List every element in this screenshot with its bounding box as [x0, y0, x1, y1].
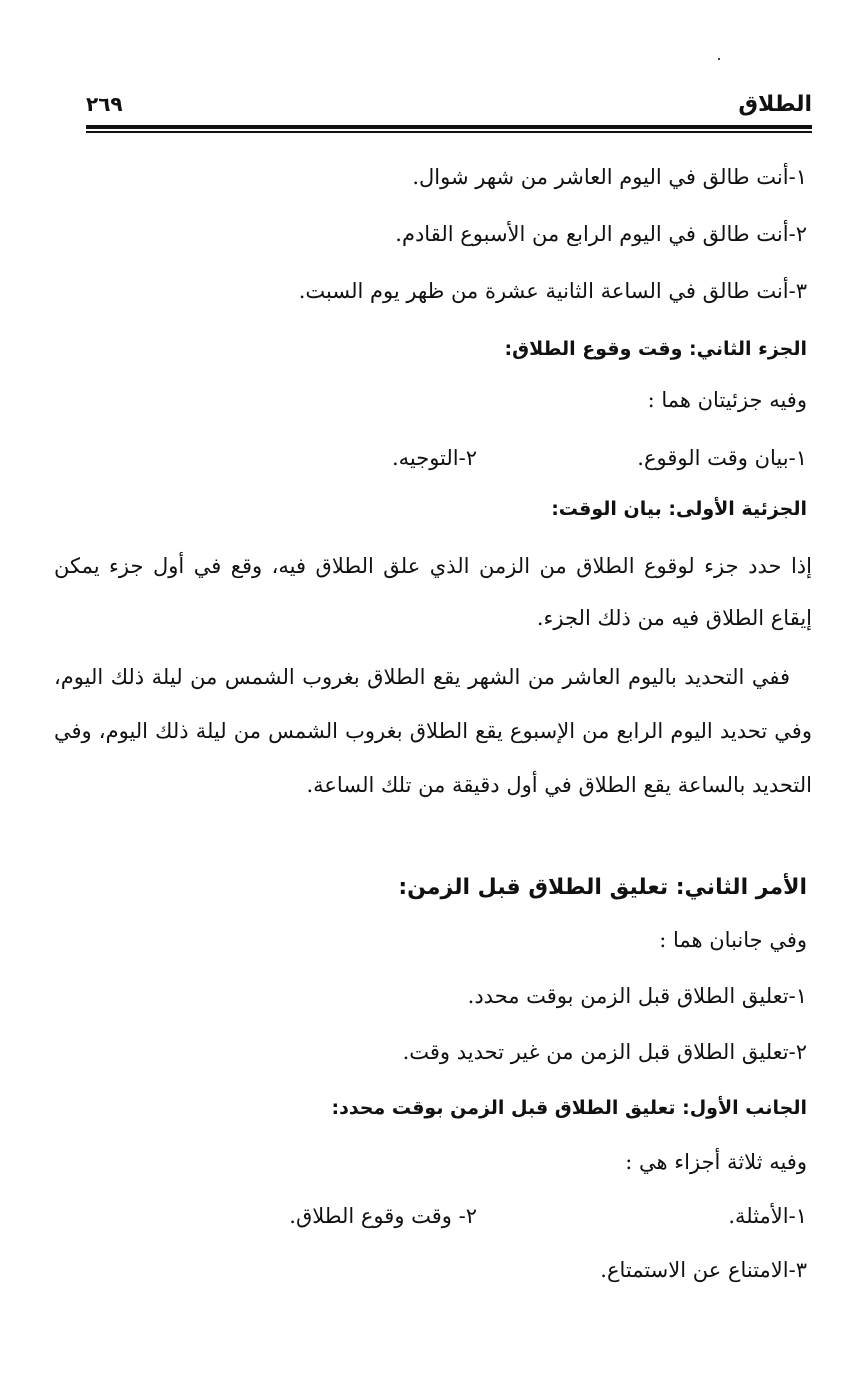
list-item: ٢-التوجيه. [391, 446, 477, 470]
intro-line: وفيه ثلاثة أجزاء هي : [625, 1150, 807, 1174]
list-item: ١-الأمثلة. [728, 1204, 807, 1228]
list-item: ٢-تعليق الطلاق قبل الزمن من غير تحديد وقت. [402, 1040, 807, 1064]
running-title: الطلاق [738, 92, 812, 117]
page-number: ٢٦٩ [86, 92, 123, 116]
example-line-3: ٣-أنت طالق في الساعة الثانية عشرة من ظهر يوم السبت. [298, 279, 807, 303]
chapter-heading: الأمر الثاني: تعليق الطلاق قبل الزمن: [398, 875, 807, 900]
intro-line: وفي جانبان هما : [659, 928, 807, 952]
intro-line: وفيه جزئيتان هما : [647, 388, 807, 412]
header-rule-thin [86, 131, 812, 133]
section-heading: الجانب الأول: تعليق الطلاق قبل الزمن بوقت محدد: [331, 1097, 807, 1119]
list-item: ١-تعليق الطلاق قبل الزمن بوقت محدد. [467, 984, 807, 1008]
list-item: ١-بيان وقت الوقوع. [637, 446, 807, 470]
page-header [86, 92, 812, 122]
example-line-2: ٢-أنت طالق في اليوم الرابع من الأسبوع القادم. [395, 222, 807, 246]
section-heading: الجزء الثاني: وقت وقوع الطلاق: [504, 338, 807, 360]
paragraph: ففي التحديد باليوم العاشر من الشهر يقع الطلاق بغروب الشمس من ليلة ذلك اليوم، وفي تحديد اليوم الرابع من الإسبوع يقع الطلاق بغروب الشمس من ليلة ذلك اليوم، وفي التحديد بالساعة يقع الطلاق في أول دقيقة من تلك الساعة. [54, 665, 812, 797]
paragraph: إذا حدد جزء لوقوع الطلاق من الزمن الذي علق الطلاق فيه، وقع في أول جزء يمكن إيقاع الطلاق فيه من ذلك الجزء. [54, 554, 812, 630]
list-item: ٢- وقت وقوع الطلاق. [289, 1204, 477, 1228]
example-line-1: ١-أنت طالق في اليوم العاشر من شهر شوال. [412, 165, 807, 189]
subsection-heading: الجزئية الأولى: بيان الوقت: [551, 498, 807, 520]
header-rule-thick [86, 125, 812, 129]
list-item: ٣-الامتناع عن الاستمتاع. [600, 1258, 807, 1282]
scan-speck [718, 58, 720, 60]
